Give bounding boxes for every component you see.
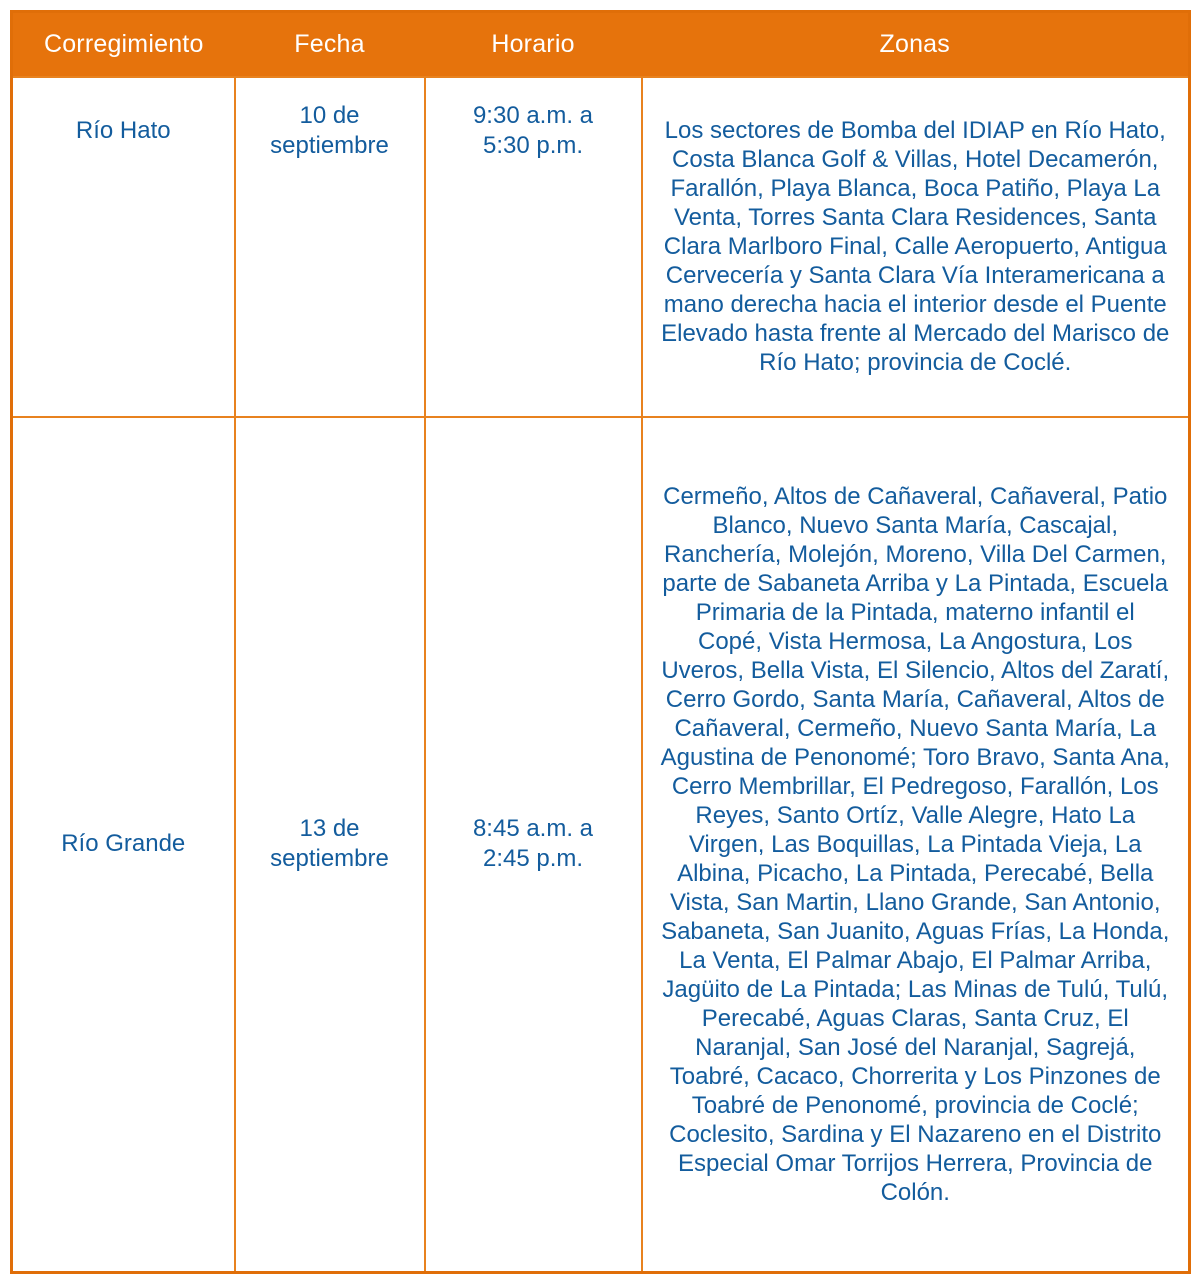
- cell-horario: [425, 77, 642, 417]
- fecha-value: 10 de septiembre: [270, 101, 389, 159]
- cell-content: [237, 79, 423, 183]
- table-header-row: [12, 12, 1190, 77]
- column-header-corregimiento: Corregimiento: [12, 12, 235, 77]
- column-header-horario: Horario: [425, 12, 642, 77]
- horario-value: 8:45 a.m. a 2:45 p.m.: [472, 815, 594, 873]
- cell-zonas: [642, 77, 1190, 417]
- fecha-value: 13 de septiembre: [270, 815, 389, 873]
- cell-content: [427, 79, 640, 183]
- column-header-fecha: Fecha: [235, 12, 425, 77]
- outage-schedule-table: [10, 10, 1191, 1274]
- outage-schedule-table-wrap: [10, 10, 1188, 1274]
- zonas-value: Cermeño, Altos de Cañaveral, Cañaveral, Patio Blanco, Nuevo Santa María, Cascajal, Ranchería, Molejón, Moreno, Villa Del Carmen, parte de Sabaneta Arriba y La Pintada, Escuela Primaria de la Pintada, materno infantil el Copé, Vista Hermosa, La Angostura, Los Uveros, Bella Vista, El Silencio, Altos del Zaratí, Cerro Gordo, Santa María, Cañaveral, Altos de Cañaveral, Cermeño, Nuevo Santa María, La Agustina de Penonomé; Toro Bravo, Santa Ana, Cerro Membrillar, El Pedregoso, Farallón, Los Reyes, Santo Ortíz, Valle Alegre, Hato La Virgen, Las Boquillas, La Pintada Vieja, La Albina, Picacho, La Pintada, Perecabé, Bella Vista, San Martin, Llano Grande, San Antonio, Sabaneta, San Juanito, Aguas Frías, La Honda, La Venta, El Palmar Abajo, El Palmar Arriba, Jagüito de La Pintada; Las Minas de Tulú, Tulú, Perecabé, Aguas Claras, Santa Cruz, El Naranjal, San José del Naranjal, Sagrejá, Toabré, Cacaco, Chorrerita y Los Pinzones de Toabré de Penonomé, provincia de Coclé; Coclesito, Sardina y El Nazareno en el Distrito Especial Omar Torrijos Herrera, Provincia de Colón.: [660, 482, 1170, 1206]
- table-row: [12, 77, 1190, 417]
- corregimiento-value: Río Grande: [61, 830, 186, 858]
- cell-horario: [425, 417, 642, 1273]
- cell-fecha: [235, 417, 425, 1273]
- zonas-value: Los sectores de Bomba del IDIAP en Río Hato, Costa Blanca Golf & Villas, Hotel Decamerón, Farallón, Playa Blanca, Boca Patiño, Playa La Venta, Torres Santa Clara Residences, Santa Clara Marlboro Final, Calle Aeropuerto, Antigua Cervecería y Santa Clara Vía Interamericana a mano derecha hacia el interior desde el Puente Elevado hasta frente al Mercado del Marisco de Río Hato; provincia de Coclé.: [661, 117, 1170, 376]
- cell-fecha: [235, 77, 425, 417]
- horario-value: 9:30 a.m. a 5:30 p.m.: [472, 101, 594, 159]
- cell-corregimiento: [12, 77, 235, 417]
- cell-corregimiento: [12, 417, 235, 1273]
- column-header-zonas: Zonas: [642, 12, 1190, 77]
- cell-zonas: [642, 417, 1190, 1273]
- table-row: [12, 417, 1190, 1273]
- corregimiento-value: Río Hato: [75, 116, 171, 144]
- cell-content: [14, 79, 233, 183]
